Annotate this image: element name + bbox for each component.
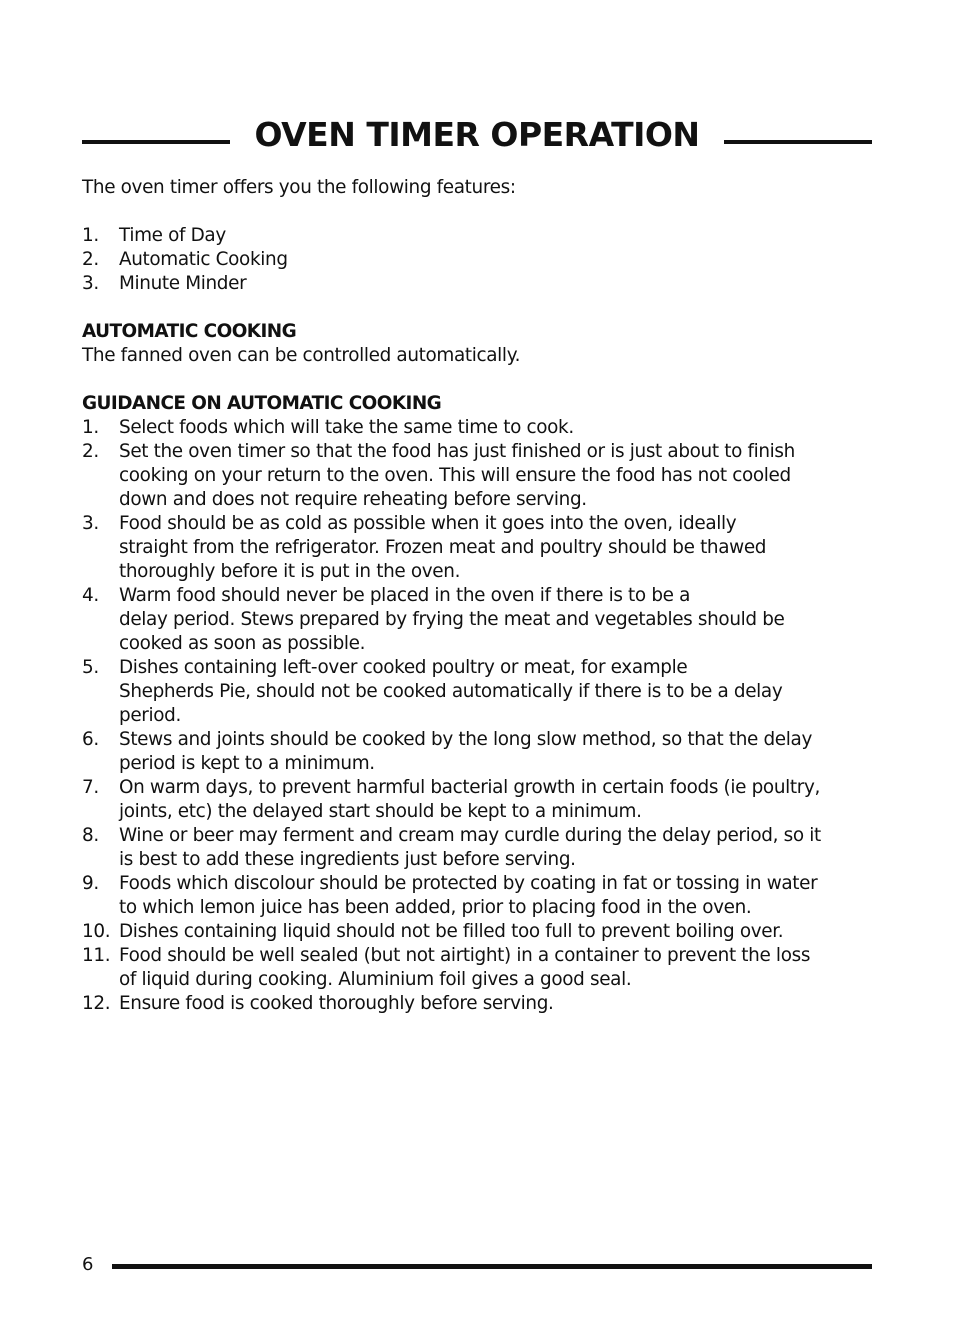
list-item	[82, 416, 842, 440]
list-item-line: to which lemon juice has been added, prior to placing food in the oven.	[119, 897, 752, 918]
page-title: OVEN TIMER OPERATION	[254, 115, 700, 154]
list-item-line: joints, etc) the delayed start should be kept to a minimum.	[119, 801, 642, 822]
list-item-text: Automatic Cooking	[119, 249, 288, 270]
list-item-number: 1.	[82, 225, 99, 246]
list-item-number: 3.	[82, 513, 99, 534]
title-row	[82, 112, 872, 158]
list-item-line: On warm days, to prevent harmful bacterial growth in certain foods (ie poultry,	[119, 777, 820, 798]
list-item-number: 10.	[82, 921, 111, 942]
list-item-line: Dishes containing liquid should not be filled too full to prevent boiling over.	[119, 921, 784, 942]
list-item-number: 5.	[82, 657, 99, 678]
list-item-line: Dishes containing left-over cooked poultry or meat, for example	[119, 657, 688, 678]
list-item-number: 8.	[82, 825, 99, 846]
list-item-line: period.	[119, 705, 181, 726]
list-item-line: thoroughly before it is put in the oven.	[119, 561, 461, 582]
section-heading-automatic-cooking: AUTOMATIC COOKING	[82, 321, 297, 342]
list-item-number: 1.	[82, 417, 99, 438]
list-item	[82, 272, 842, 296]
list-item-line: Food should be as cold as possible when it goes into the oven, ideally	[119, 513, 737, 534]
guidance-list	[82, 416, 842, 1016]
intro-text: The oven timer offers you the following features:	[82, 177, 516, 198]
list-item-line: Food should be well sealed (but not airtight) in a container to prevent the loss	[119, 945, 811, 966]
list-item	[82, 224, 842, 248]
list-item-number: 3.	[82, 273, 99, 294]
footer-rule	[112, 1264, 872, 1269]
list-item-text: Minute Minder	[119, 273, 247, 294]
list-item	[82, 656, 842, 728]
list-item-line: period is kept to a minimum.	[119, 753, 375, 774]
list-item	[82, 512, 842, 584]
list-item-line: Ensure food is cooked thoroughly before serving.	[119, 993, 554, 1014]
list-item-line: Stews and joints should be cooked by the long slow method, so that the delay	[119, 729, 812, 750]
list-item	[82, 440, 842, 512]
list-item-line: down and does not require reheating before serving.	[119, 489, 587, 510]
list-item	[82, 992, 842, 1016]
list-item	[82, 728, 842, 776]
list-item-number: 2.	[82, 249, 99, 270]
list-item	[82, 584, 842, 656]
features-list	[82, 224, 842, 296]
list-item-number: 12.	[82, 993, 111, 1014]
list-item-number: 2.	[82, 441, 99, 462]
list-item-line: cooking on your return to the oven. This will ensure the food has not cooled	[119, 465, 791, 486]
list-item-line: cooked as soon as possible.	[119, 633, 366, 654]
list-item-line: Select foods which will take the same time to cook.	[119, 417, 574, 438]
list-item-number: 9.	[82, 873, 99, 894]
list-item	[82, 920, 842, 944]
section-heading-guidance: GUIDANCE ON AUTOMATIC COOKING	[82, 393, 442, 414]
list-item-line: delay period. Stews prepared by frying the meat and vegetables should be	[119, 609, 785, 630]
list-item-number: 11.	[82, 945, 111, 966]
document-body	[82, 176, 842, 1016]
list-item-number: 4.	[82, 585, 99, 606]
list-item-line: is best to add these ingredients just before serving.	[119, 849, 576, 870]
list-item	[82, 776, 842, 824]
list-item-number: 6.	[82, 729, 99, 750]
list-item-line: Shepherds Pie, should not be cooked automatically if there is to be a delay	[119, 681, 783, 702]
automatic-cooking-text: The fanned oven can be controlled automatically.	[82, 345, 521, 366]
list-item	[82, 872, 842, 920]
page-number: 6	[82, 1254, 94, 1275]
list-item-line: Set the oven timer so that the food has just finished or is just about to finish	[119, 441, 795, 462]
list-item-line: Wine or beer may ferment and cream may curdle during the delay period, so it	[119, 825, 821, 846]
list-item	[82, 248, 842, 272]
title-rule-right	[724, 140, 872, 144]
list-item-line: Foods which discolour should be protected by coating in fat or tossing in water	[119, 873, 818, 894]
list-item-number: 7.	[82, 777, 99, 798]
list-item	[82, 824, 842, 872]
list-item	[82, 944, 842, 992]
list-item-line: straight from the refrigerator. Frozen meat and poultry should be thawed	[119, 537, 767, 558]
list-item-line: of liquid during cooking. Aluminium foil gives a good seal.	[119, 969, 632, 990]
list-item-line: Warm food should never be placed in the oven if there is to be a	[119, 585, 691, 606]
list-item-text: Time of Day	[119, 225, 226, 246]
